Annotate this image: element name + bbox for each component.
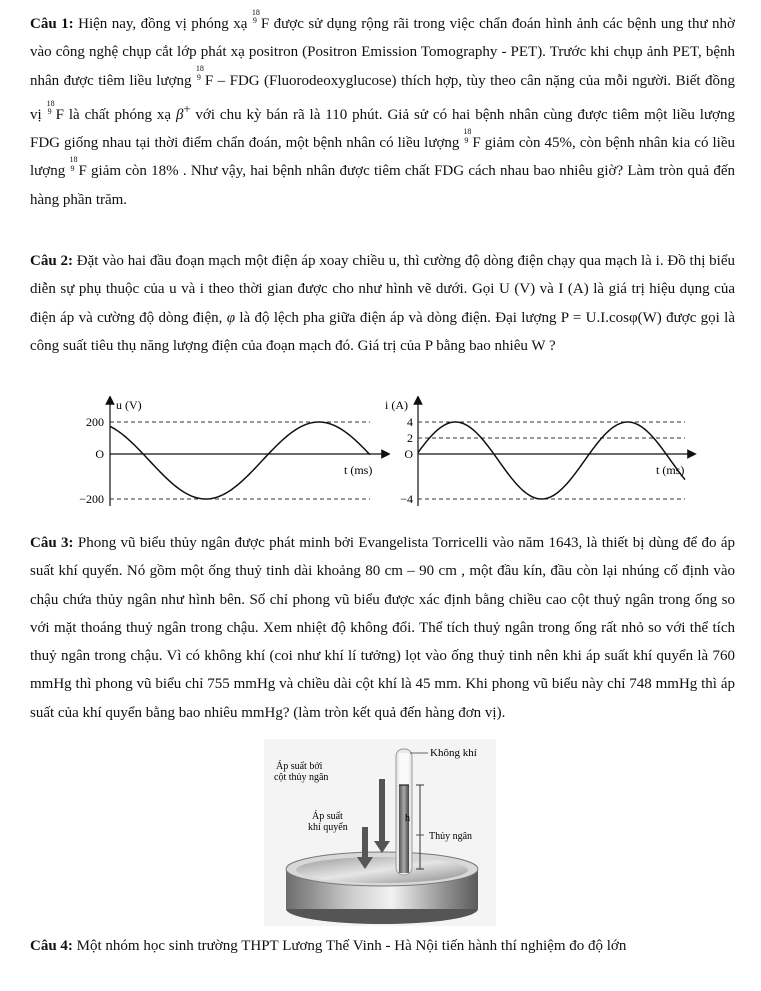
question-2-label: Câu 2:: [30, 253, 73, 269]
i-tick-origin: O: [404, 447, 413, 461]
label-air: Không khí: [430, 747, 477, 759]
question-4-label: Câu 4:: [30, 938, 73, 954]
question-3: Câu 3: Phong vũ biểu thủy ngân được phát minh bởi Evangelista Torricelli vào năm 1643, là thiết bị dùng để đo áp suất khí quyển. Nó gồm một ống thuỷ tinh dài khoảng 80 cm – 90 cm , một đầu kín, đầu còn lại nhúng cố định vào chậu chứa thủy ngân như hình bên. Số chỉ phong vũ biểu được xác định bằng chiều cao cột thuỷ ngân trong ống so với mặt thoáng thuỷ ngân trong chậu. Xem nhiệt độ không đổi. Thể tích thuỷ ngân trong ống rất nhỏ so với thể tích thuỷ ngân trong chậu. Vì có không khí (coi như khí lí tưởng) lọt vào ống thuỷ tinh nên khi áp suất khí quyển là 760 mmHg thì phong vũ biểu chỉ 755 mmHg và chiều dài cột khí là 45 mm. Khi phong vũ biểu này chỉ 748 mmHg thì áp suất của khí quyển bằng bao nhiêu mmHg? (làm tròn kết quả đến hàng đơn vị).: [30, 535, 736, 721]
question-4: Câu 4: Một nhóm học sinh trường THPT Lương Thế Vinh - Hà Nội tiến hành thí nghiệm đo độ lớn: [30, 938, 627, 954]
label-atm-1: Áp suất: [312, 811, 343, 822]
u-curve: [110, 422, 373, 499]
isotope-f18: 18 9: [251, 7, 260, 26]
label-mercury: Thủy ngân: [429, 831, 473, 842]
current-chart: [380, 396, 700, 511]
i-tick-neg4: −4: [400, 492, 413, 506]
u-x-label: t (ms): [344, 463, 373, 477]
u-tick-origin: O: [95, 447, 104, 461]
fdg-label: F – FDG: [204, 72, 260, 89]
label-column-1: Áp suất bởi: [276, 761, 323, 772]
barometer-figure: [264, 739, 496, 926]
i-axis-label: i (A): [385, 398, 408, 412]
i-curve: [418, 422, 685, 499]
question-3-label: Câu 3:: [30, 535, 74, 551]
label-column-2: cột thủy ngân: [274, 772, 329, 783]
i-tick-4: 4: [407, 415, 413, 429]
question-2: Câu 2: Đặt vào hai đầu đoạn mạch một điện áp xoay chiều u, thì cường độ dòng điện chạy qua mạch là i. Đồ thị biểu diễn sự phụ thuộc của u và i theo thời gian được cho như hình vẽ dưới. Gọi U (V) và I (A) là giá trị hiệu dụng của điện áp và cường độ dòng điện, φ là độ lệch pha giữa điện áp và dòng điện. Đại lượng P = U.I.cosφ(W) được gọi là công suất tiêu thụ năng lượng điện của đoạn mạch đó. Giá trị của P bằng bao nhiêu W ?: [30, 253, 736, 354]
air-space: [399, 753, 409, 785]
u-axis-label: u (V): [116, 398, 142, 412]
u-tick-200: 200: [86, 415, 104, 429]
question-1-label: Câu 1:: [30, 16, 74, 32]
label-h: h: [405, 813, 410, 824]
mercury-column: [399, 785, 409, 873]
i-tick-2: 2: [407, 431, 413, 445]
mercury-surface: [296, 857, 468, 883]
voltage-chart: [70, 396, 390, 511]
label-atm-2: khí quyển: [308, 822, 348, 833]
i-x-label: t (ms): [656, 463, 685, 477]
power-formula: P = U.I.cosφ(W): [560, 309, 662, 326]
question-1: Câu 1: Hiện nay, đồng vị phóng xạ 18 9 F được sử dụng rộng rãi trong việc chẩn đoán hình ảnh các bệnh ung thư nhờ vào công nghệ chụp cắt lớp phát xạ positron (Positron Emission Tomography - PET). Trước khi chụp ảnh PET, bệnh nhân được tiêm liều lượng 18 9 F – FDG (Fluorodeoxyglucose) thích hợp, tùy theo cân nặng của mỗi người. Biết đồng vị 18 9 F là chất phóng xạ β+ với chu kỳ bán rã là 110 phút. Giả sử có hai bệnh nhân cùng được tiêm một liều lượng FDG giống nhau tại thời điểm chẩn đoán, một bệnh nhân có liều lượng 18 9 F giảm còn 45%, còn bệnh nhân kia có liều lượng 18 9 F giảm còn 18% . Như vậy, hai bệnh nhân được tiêm chất FDG cách nhau bao nhiêu giờ? Làm tròn quả đến hàng phần trăm.: [30, 7, 736, 208]
u-tick-neg200: −200: [79, 492, 104, 506]
